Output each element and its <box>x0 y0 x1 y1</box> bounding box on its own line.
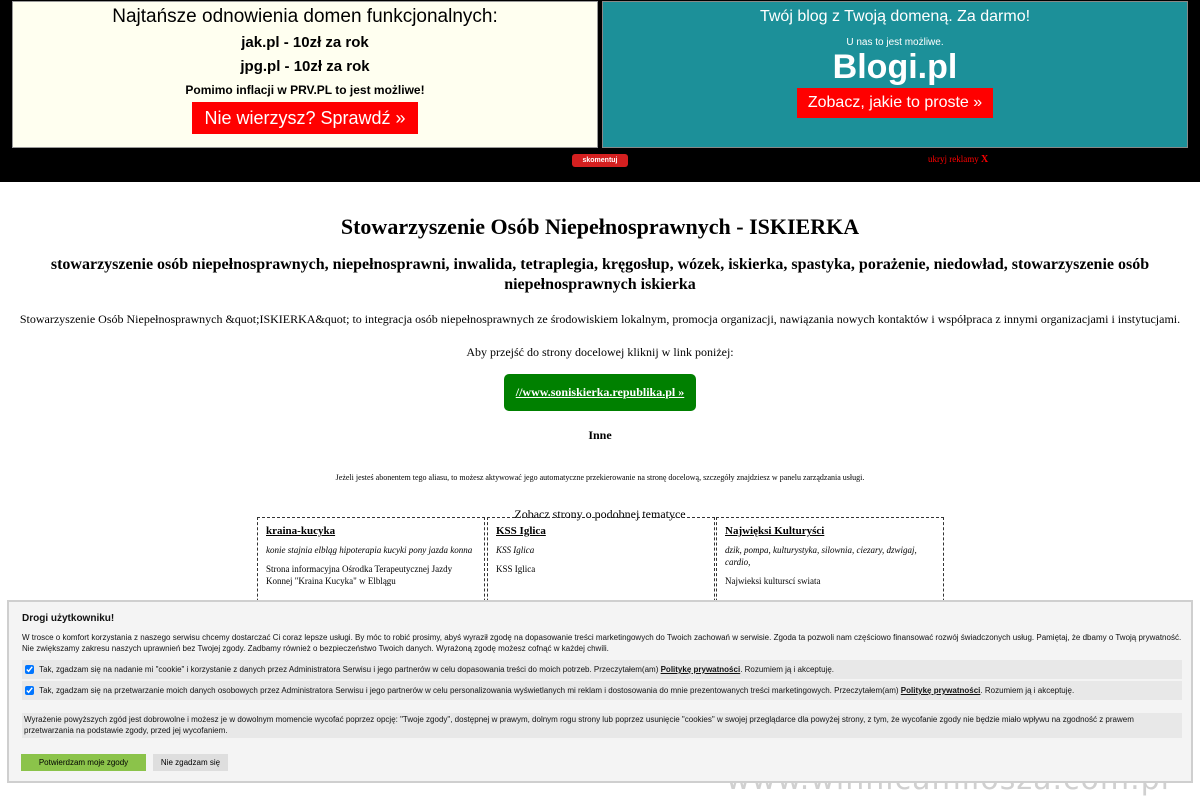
cookie-consent-dialog <box>7 600 1193 783</box>
similar-site-description: Najwieksi kulturscí swiata <box>725 576 821 586</box>
consent-cookies-suffix: . Rozumiem ją i akceptuję. <box>740 665 835 674</box>
blog-ad[interactable] <box>602 1 1188 148</box>
blog-ad-subline: U nas to jest możliwe. <box>846 37 944 48</box>
similar-site-description: KSS Iglica <box>496 564 536 574</box>
privacy-policy-link[interactable]: Politykę prywatności <box>900 686 981 695</box>
consent-personal-data-checkbox[interactable] <box>25 686 34 695</box>
domain-ad-headline: Najtańsze odnowienia domen funkcjonalnych: <box>112 6 498 27</box>
similar-site-link[interactable]: kraina-kucyka <box>266 525 336 537</box>
redirect-instruction: Aby przejść do strony docelowej kliknij w link poniżej: <box>466 345 734 359</box>
similar-site-description: Strona informacyjna Ośrodka Terapeutycznej Jazdy Konnej "Kraina Kucyka" w Elblągu <box>266 564 453 586</box>
comment-button[interactable]: skomentuj <box>572 154 628 167</box>
domain-ad-offer-jak: jak.pl - 10zł za rok <box>241 34 369 51</box>
consent-option-cookies <box>22 660 1182 679</box>
blog-ad-brand: Blogi.pl <box>832 48 958 86</box>
consent-personal-data-suffix: . Rozumiem ją i akceptuję. <box>980 686 1075 695</box>
hide-ads-label: ukryj reklamy <box>928 154 979 164</box>
domain-ad-note: Pomimo inflacji w PRV.PL to jest możliwe! <box>185 83 425 97</box>
consent-personal-data-text: Tak, zgadzam się na przetwarzanie moich danych osobowych przez Administratora Serwisu i jego partnerów w celu personalizowania wyświetlanych mi reklam i dostosowania do mnie prezentowanych treści marketingowych. Przeczytałem(am) <box>39 686 901 695</box>
close-icon: X <box>981 154 989 165</box>
privacy-policy-link[interactable]: Politykę prywatności <box>660 665 741 674</box>
consent-option-personal-data <box>22 681 1182 700</box>
similar-site-link[interactable]: Najwięksi Kulturyści <box>725 525 825 537</box>
page-description: Stowarzyszenie Osób Niepełnosprawnych &quot;ISKIERKA&quot; to integracja osób niepełnosprawnych ze środowiskiem lokalnym, promocja organizacji, nawiązania nowych kontaktów i współpraca z innymi organizacjami i instytucjami. <box>19 312 1181 326</box>
similar-site-link[interactable]: KSS Iglica <box>496 525 546 537</box>
reject-consent-button[interactable]: Nie zgadzam się <box>153 754 228 771</box>
alias-owner-note: Jeżeli jesteś abonentem tego aliasu, to możesz aktywować jego automatyczne przekierowanie na stronę docelową, szczegóły znajdziesz w panelu zarządzania usługi. <box>335 473 865 482</box>
ad-bar <box>0 0 1200 182</box>
consent-footer: Wyrażenie powyższych zgód jest dobrowolne i możesz je w dowolnym momencie wycofać poprzez opcję: "Twoje zgody", dostępnej w prawym, dolnym rogu strony lub poprzez usunięcie "cookies" w swojej przeglądarce dla powyżej strony, z tym, że wycofanie zgody nie będzie miało wpływu na zgodność z prawem przetwarzania na podstawie zgody, przed jej wycofaniem. <box>22 713 1182 738</box>
similar-site-keywords: KSS Iglica <box>496 545 535 555</box>
page-keywords: stowarzyszenie osób niepełnosprawnych, niepełnosprawni, inwalida, tetraplegia, kręgosłup, wózek, iskierka, spastyka, porażenie, niedowład, stowarzyszenie osób niepełnosprawnych iskierka <box>50 256 1150 293</box>
domain-ad-cta-button[interactable]: Nie wierzysz? Sprawdź » <box>192 102 417 134</box>
blog-ad-headline: Twój blog z Twoją domeną. Za darmo! <box>759 8 1031 25</box>
similar-site-keywords: konie stajnia elbląg hipoterapia kucyki pony jazda konna <box>266 545 473 555</box>
consent-intro: W trosce o komfort korzystania z naszego serwisu chcemy dostarczać Ci coraz lepsze usługi. By móc to robić prosimy, abyś wyraził zgodę na dopasowanie treści marketingowych do Twoich zachowań w serwisie. Zgoda ta pozwoli nam częściowo finansować rozwój świadczonych usług. Pamiętaj, że dbamy o Twoją prywatność. Nie zwiększamy zakresu naszych uprawnień bez Twojej zgody. Zadbamy również o bezpieczeństwo Twoich danych. Wyrażoną zgodę możesz cofnąć w każdej chwili. <box>22 633 1182 653</box>
consent-cookies-checkbox[interactable] <box>25 665 34 674</box>
similar-site-keywords: dzik, pompa, kulturystyka, silownia, ciezary, dzwigaj, cardio, <box>725 545 917 567</box>
hide-ads-link[interactable] <box>928 154 988 165</box>
main-content <box>0 182 1200 522</box>
blog-ad-cta-button[interactable]: Zobacz, jakie to proste » <box>797 88 993 118</box>
similar-sites-heading: Zobacz strony o podobnej tematyce <box>514 507 686 521</box>
accept-consent-button[interactable]: Potwierdzam moje zgody <box>21 754 146 771</box>
others-heading: Inne <box>588 428 612 442</box>
consent-title: Drogi użytkowniku! <box>22 613 115 624</box>
page-title: Stowarzyszenie Osób Niepełnosprawnych - ISKIERKA <box>340 214 860 239</box>
consent-cookies-text: Tak, zgadzam się na nadanie mi "cookie" i korzystanie z danych przez Administratora Serwisu i jego partnerów w celu dopasowania treści do moich potrzeb. Przeczytałem(am) <box>39 665 661 674</box>
domain-ad-offer-jpg: jpg.pl - 10zł za rok <box>240 58 370 75</box>
domain-ad[interactable] <box>12 1 598 148</box>
target-site-link[interactable]: //www.soniskierka.republika.pl » <box>504 374 697 411</box>
